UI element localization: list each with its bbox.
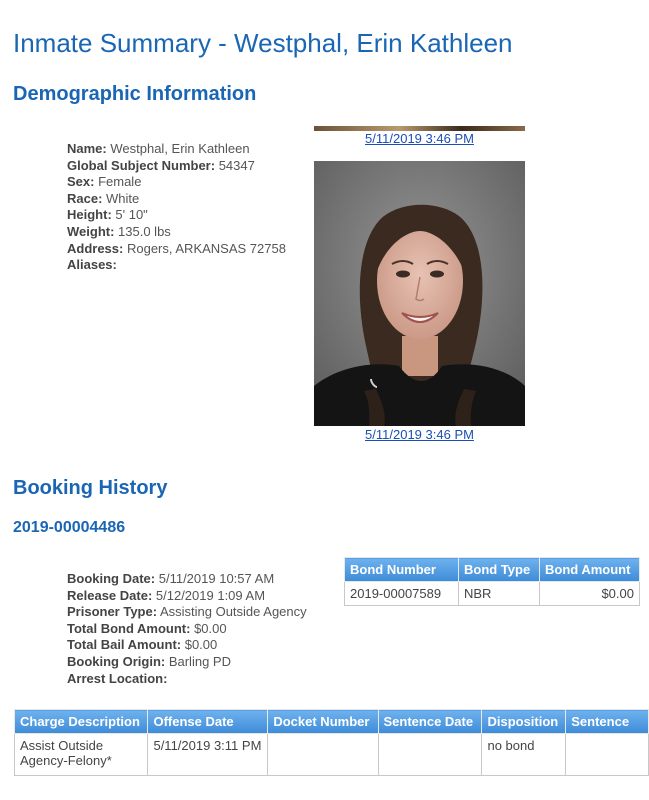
aliases-row (67, 257, 286, 274)
name-label: Name: (67, 141, 107, 156)
sex-row (67, 174, 286, 191)
docket-number-cell (268, 734, 378, 776)
prisoner-type-label: Prisoner Type: (67, 604, 158, 620)
aliases-label: Aliases: (67, 257, 117, 273)
address-value: Rogers, ARKANSAS 72758 (123, 240, 286, 256)
global-subject-number-label: Global Subject Number: (67, 157, 216, 173)
bond-table-header (345, 558, 640, 582)
weight-value: 135.0 lbs (114, 223, 171, 239)
bond-number-header[interactable]: Bond Number (345, 558, 459, 582)
address-row (67, 241, 286, 258)
disposition-header[interactable]: Disposition (482, 710, 566, 734)
disposition-cell: no bond (482, 734, 566, 776)
total-bail-amount-row (67, 637, 307, 654)
global-subject-number-row (67, 158, 286, 175)
sentence-header[interactable]: Sentence (566, 710, 649, 734)
bond-type-header[interactable]: Bond Type (459, 558, 540, 582)
booking-info (67, 571, 307, 687)
charge-description-cell: Assist Outside Agency-Felony* (15, 734, 148, 776)
bond-type-cell: NBR (459, 582, 540, 606)
demographic-heading: Demographic Information (13, 83, 257, 105)
charge-table (14, 709, 649, 776)
name-row (67, 141, 286, 158)
height-value: 5' 10" (111, 207, 148, 223)
total-bail-amount-label: Total Bail Amount: (67, 637, 182, 653)
booking-number: 2019-00004486 (13, 519, 126, 536)
bond-amount-cell: $0.00 (540, 582, 640, 606)
photo-timestamp-link-1[interactable]: 5/11/2019 3:46 PM (365, 131, 474, 146)
release-date-value: 5/12/2019 1:09 AM (152, 587, 266, 603)
bond-number-cell: 2019-00007589 (345, 582, 459, 606)
arrest-location-label: Arrest Location: (67, 670, 168, 686)
booking-date-row (67, 571, 307, 588)
booking-history-heading: Booking History (13, 477, 168, 499)
prisoner-type-value: Assisting Outside Agency (157, 604, 307, 620)
total-bail-amount-value: $0.00 (181, 637, 218, 653)
charge-table-header (15, 710, 649, 734)
demographic-info (67, 141, 286, 274)
photo-timestamp-link-2[interactable]: 5/11/2019 3:46 PM (365, 427, 474, 442)
sentence-date-cell (378, 734, 482, 776)
name-value: Westphal, Erin Kathleen (106, 141, 250, 156)
bond-amount-header[interactable]: Bond Amount (540, 558, 640, 582)
offense-date-cell: 5/11/2019 3:11 PM (148, 734, 268, 776)
total-bond-amount-row (67, 621, 307, 638)
bond-table (344, 557, 640, 606)
height-label: Height: (67, 207, 112, 223)
mugshot-photo[interactable] (314, 161, 525, 426)
race-row (67, 191, 286, 208)
mugshot-image (314, 161, 525, 426)
booking-origin-label: Booking Origin: (67, 653, 166, 669)
booking-origin-row (67, 654, 307, 671)
docket-number-header[interactable]: Docket Number (268, 710, 378, 734)
total-bond-amount-label: Total Bond Amount: (67, 620, 191, 636)
table-row (345, 582, 640, 606)
release-date-row (67, 588, 307, 605)
table-row (15, 734, 649, 776)
weight-row (67, 224, 286, 241)
booking-date-label: Booking Date: (67, 571, 156, 586)
booking-date-value: 5/11/2019 10:57 AM (155, 571, 275, 586)
arrest-location-row (67, 671, 307, 688)
sex-label: Sex: (67, 174, 95, 190)
offense-date-header[interactable]: Offense Date (148, 710, 268, 734)
sentence-date-header[interactable]: Sentence Date (378, 710, 482, 734)
global-subject-number-value: 54347 (215, 157, 255, 173)
release-date-label: Release Date: (67, 587, 153, 603)
race-value: White (102, 190, 140, 206)
booking-origin-value: Barling PD (165, 653, 231, 669)
address-label: Address: (67, 240, 124, 256)
charge-description-header[interactable]: Charge Description (15, 710, 148, 734)
sex-value: Female (94, 174, 142, 190)
height-row (67, 207, 286, 224)
sentence-cell (566, 734, 649, 776)
prisoner-type-row (67, 604, 307, 621)
weight-label: Weight: (67, 223, 115, 239)
race-label: Race: (67, 190, 103, 206)
page-title: Inmate Summary - Westphal, Erin Kathleen (13, 28, 513, 58)
total-bond-amount-value: $0.00 (190, 620, 227, 636)
